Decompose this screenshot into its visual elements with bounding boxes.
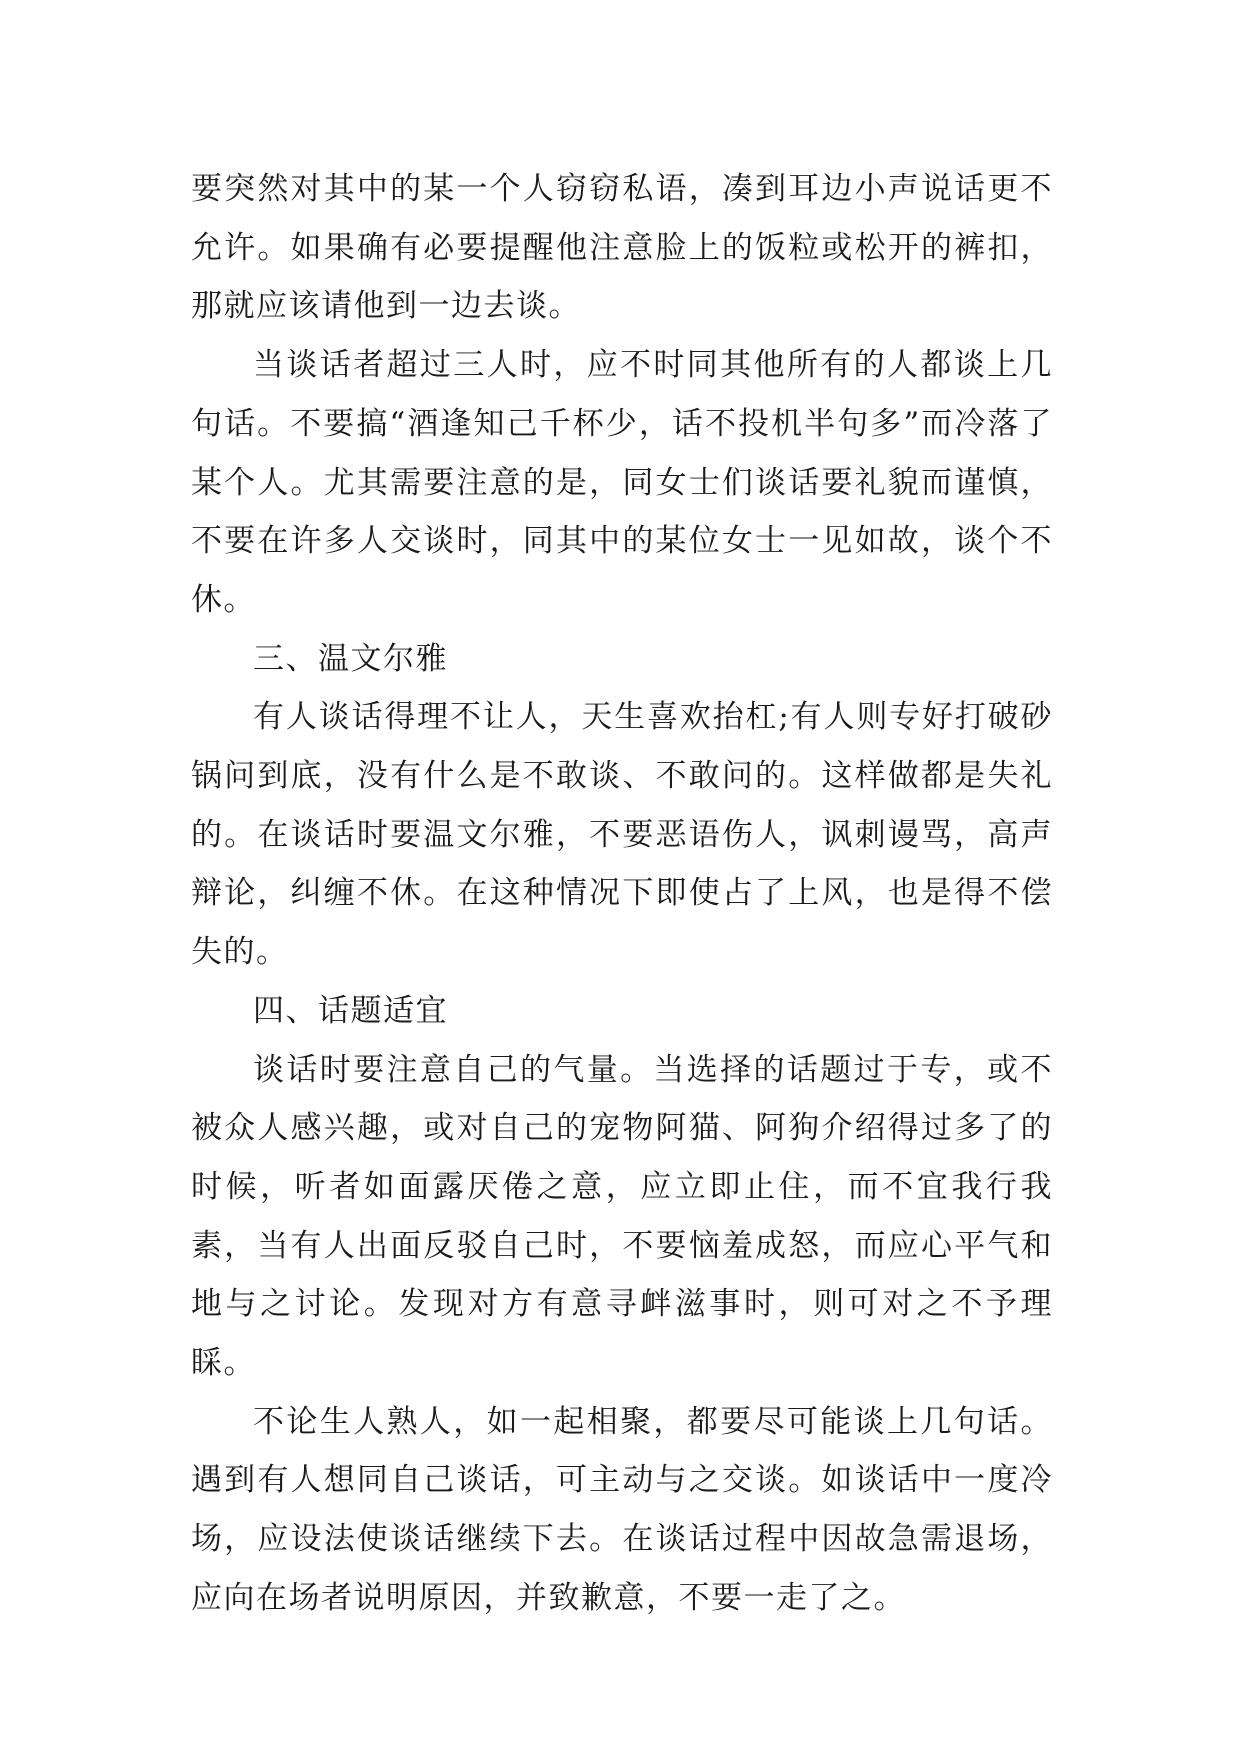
paragraph-3: 有人谈话得理不让人，天生喜欢抬杠;有人则专好打破砂锅问到底，没有什么是不敢谈、不敢问的。这样做都是失礼的。在谈话时要温文尔雅，不要恶语伤人，讽刺谩骂，高声辩论，纠缠不休。在这种情况下即使占了上风，也是得不偿失的。 bbox=[191, 699, 1053, 971]
document-page bbox=[191, 160, 1053, 1628]
paragraph-1: 要突然对其中的某一个人窃窃私语，凑到耳边小声说话更不允许。如果确有必要提醒他注意脸上的饭粒或松开的裤扣，那就应该请他到一边去谈。 bbox=[191, 171, 1053, 325]
paragraph-5: 不论生人熟人，如一起相聚，都要尽可能谈上几句话。遇到有人想同自己谈话，可主动与之交谈。如谈话中一度冷场，应设法使谈话继续下去。在谈话过程中因故急需退场，应向在场者说明原因，并致歉意，不要一走了之。 bbox=[191, 1403, 1053, 1616]
paragraph-2: 当谈话者超过三人时，应不时同其他所有的人都谈上几句话。不要搞“酒逢知己千杯少，话不投机半句多”而冷落了某个人。尤其需要注意的是，同女士们谈话要礼貌而谨慎，不要在许多人交谈时，同其中的某位女士一见如故，谈个不休。 bbox=[191, 347, 1053, 618]
section-heading-3: 三、温文尔雅 bbox=[253, 640, 448, 677]
paragraph-4: 谈话时要注意自己的气量。当选择的话题过于专，或不被众人感兴趣，或对自己的宠物阿猫、阿狗介绍得过多了的时候，听者如面露厌倦之意，应立即止住，而不宜我行我素，当有人出面反驳自己时，不要恼羞成怒，而应心平气和地与之讨论。发现对方有意寻衅滋事时，则可对之不予理睬。 bbox=[191, 1051, 1053, 1382]
section-heading-4: 四、话题适宜 bbox=[253, 992, 448, 1029]
